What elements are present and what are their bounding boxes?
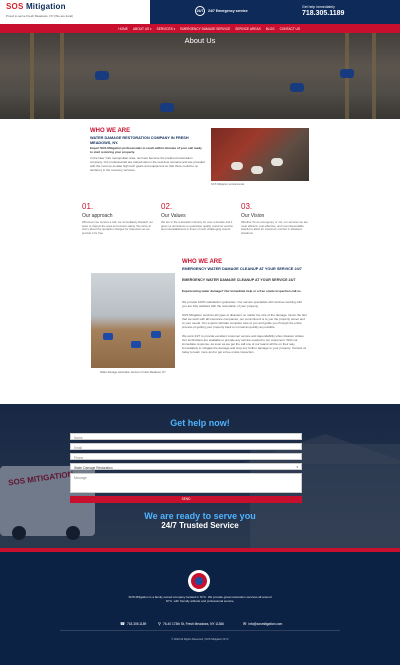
email-input[interactable]: Email — [70, 443, 302, 450]
footer-address-text: 76-40 173th St, Fresh Meadows, NY 11366 — [162, 621, 224, 626]
vision-text: Whether it's an emergency or not, our services we are most efficient, cost-effective, and most dependable. Helpful to allow for maximum comfort in disasters situations. — [241, 220, 308, 235]
photo-detail — [251, 166, 263, 174]
send-button[interactable]: SEND — [70, 496, 302, 503]
emergency-service-badge — [195, 6, 248, 16]
footer-divider — [60, 630, 340, 631]
nav-item-home[interactable]: HOME — [118, 26, 128, 31]
air-mover-image — [103, 333, 113, 340]
professionals-photo — [211, 128, 309, 181]
footer-email-link[interactable] — [243, 621, 282, 626]
footer-description: SOS Mitigation is a family owned company located in NYC. We provide great restoration services all around NYC, with friendly attitude and professional service. — [128, 595, 272, 603]
restoration-photo — [91, 273, 175, 368]
footer-logo[interactable] — [188, 570, 210, 592]
logo-tagline: Proud to serve Fresh Meadows, NY (We are local) — [6, 14, 73, 18]
nav-item-service-areas[interactable]: SERVICE AREAS — [235, 26, 261, 31]
who-we-are-paragraph: In the New York metropolitan area, we have become the preferred restoration company. Our professionals are trained also in the real-time scenario and are provided with the most up-to-date high tech gears and equipment so that there could be no tendency in the recovery services. — [90, 156, 205, 172]
hero-banner — [0, 33, 400, 119]
who-we-are-heading: WHO WE ARE — [90, 128, 131, 134]
map-pin-icon: ⚲ — [158, 621, 161, 626]
service-select[interactable] — [70, 463, 302, 470]
emergency-cleanup-paragraph: We provide 100% satisfaction guarantee. Our service specialists will continue working with you are fully satisfied with the restoration of your property. — [182, 300, 303, 308]
site-footer — [0, 552, 400, 665]
approach-title: Our approach — [82, 213, 113, 219]
photo-caption: SOS Mitigation professionals — [211, 183, 245, 186]
phone-input[interactable]: Phone — [70, 453, 302, 460]
emergency-cleanup-lead: Experiencing water damage? Our immediate help or a free onsite inspection call us. — [182, 289, 302, 293]
photo-caption: Water damage restoration service in Fresh Meadows, NY — [100, 371, 166, 374]
emergency-cleanup-paragraph: SOS Mitigation services all types of disasters no matter the size of the damage. Given the fact that we work with all insurance companies, our commitment is to you the property owner and to your needs. Our experts will take complete care of you and guide you through the entire process of getting your property back to normal as quickly as possible. — [182, 313, 307, 329]
who-we-are-lead: Expert SOS Mitigation professionals to reach within minutes of your call ready to start restoring your property. — [90, 146, 202, 154]
nav-item-emergency[interactable]: EMERGENCY DAMAGE SERVICE — [180, 26, 231, 31]
trusted-service-heading: 24/7 Trusted Service — [161, 521, 239, 530]
footer-phone-text: 718.305.1189 — [126, 621, 147, 626]
message-textarea[interactable]: Message — [70, 473, 302, 493]
footer-phone-link[interactable] — [120, 621, 146, 626]
air-mover-image — [131, 341, 141, 348]
emergency-cleanup-paragraph: We work 24/7 to provide excellent customer service and dependability when disaster strikes. Our technicians are available to provide any service needed to our customers. With our immediate response, as soon as we get the call one of our teams will be on their way immediately to mitigate the damage and stop any further damage to your property. Contact us today to learn more and to get a free onsite inspection. — [182, 334, 307, 354]
approach-number: 01. — [82, 202, 94, 211]
who-we-are-heading: WHO WE ARE — [182, 259, 223, 265]
header-contact-bar — [150, 0, 400, 24]
photo-detail — [231, 162, 243, 170]
who-we-are-subheading: WATER DAMAGE RESTORATION COMPANY IN FRESH MEADOWS, NY. — [90, 136, 189, 145]
values-text: We are in the restoration industry for over a decade and it gives us dominance to guarantee quality customer service and relocatableness in times of such challenging events. — [161, 220, 233, 232]
vision-number: 03. — [241, 202, 253, 211]
photo-detail — [271, 158, 283, 166]
nav-item-blog[interactable]: BLOG — [265, 26, 275, 31]
header-phone-link[interactable]: 718.305.1189 — [302, 10, 345, 17]
vision-title: Our Vision — [241, 213, 265, 219]
call-help-label: Get help immediately — [302, 5, 335, 9]
emergency-service-text: 24/7 Emergency service — [208, 9, 248, 13]
values-title: Our Values — [161, 213, 186, 219]
copyright-text: © 2020 All Rights Reserved | SOS Mitigation NYC — [171, 638, 229, 641]
nav-item-contact-us[interactable]: CONTACT US — [279, 26, 300, 31]
site-logo[interactable] — [6, 2, 86, 22]
hero-overlay — [0, 33, 400, 119]
nav-item-about-us[interactable]: ABOUT US ▾ — [132, 26, 152, 31]
main-nav — [0, 24, 400, 33]
nav-item-services[interactable]: SERVICES ▾ — [156, 26, 176, 31]
name-input[interactable]: Name — [70, 433, 302, 440]
logo-core — [195, 577, 203, 585]
footer-email-text: info@sosmitigation.com — [248, 621, 283, 626]
logo-text: SOS Mitigation — [6, 2, 66, 11]
chevron-down-icon: ▾ — [296, 465, 298, 469]
mail-icon: ✉ — [243, 621, 247, 626]
phone-icon: ☎ — [120, 621, 125, 626]
service-select-value: Water Damage Restoration — [74, 465, 113, 470]
emergency-cleanup-subheading-2: EMERGENCY WATER DAMAGE CLEANUP AT YOUR SERVICE 24/7 — [182, 278, 296, 282]
approach-text: Whenever we receive a call, we immediately dispatch our team to inspect the area and ensure safety. We strive to worry about the quotation charges for inspection as we provide it for free. — [82, 220, 154, 235]
clock-24-icon: 24/7 — [195, 6, 205, 16]
air-mover-image — [151, 331, 161, 338]
emergency-cleanup-subheading: EMERGENCY WATER DAMAGE CLEANUP AT YOUR SERVICE 24/7 — [182, 267, 302, 271]
footer-address[interactable] — [158, 621, 224, 626]
values-number: 02. — [161, 202, 173, 211]
form-title: Get help now! — [170, 418, 230, 428]
ready-to-serve-heading: We are ready to serve you — [144, 511, 256, 521]
page-title: About Us — [184, 36, 216, 45]
